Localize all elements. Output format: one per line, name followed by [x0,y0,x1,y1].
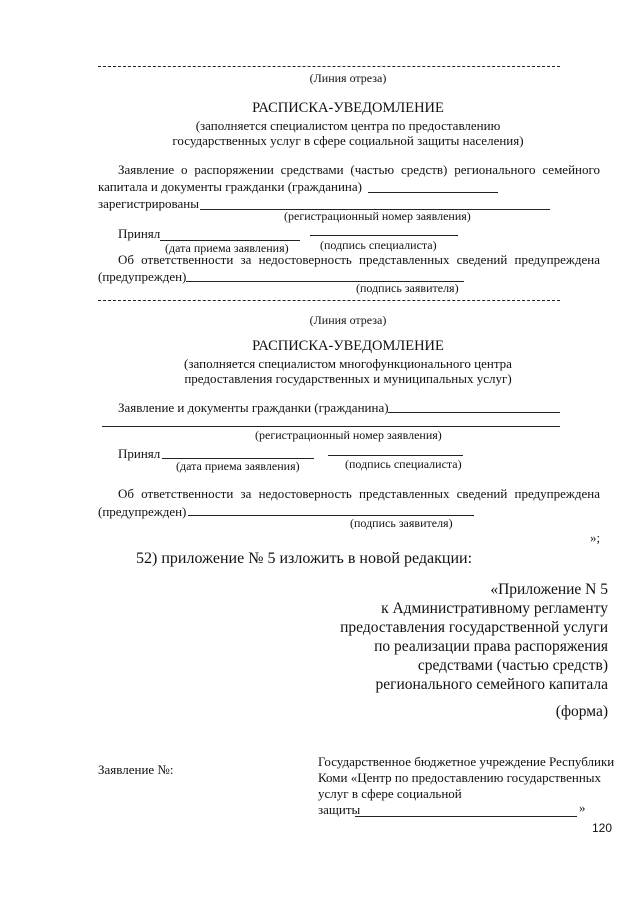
warning-line-2-1: Об ответственности за недостоверность представленных сведений предупреждена [118,486,600,501]
statement-line-2: капитала и документы гражданки (гражданина) [98,179,362,194]
appendix-line-2: к Административному регламенту [381,600,608,617]
cut-line-label: (Линия отреза) [309,71,387,85]
cut-line-top [98,66,560,67]
specialist-sign-caption-1: (подпись специалиста) [320,238,437,252]
form-label: (форма) [555,703,608,720]
addressee-line-4-end: » [579,800,586,815]
appendix-line-4: по реализации права распоряжения [374,638,608,655]
receipt-subtitle-2b: предоставления государственных и муниципальных услуг) [184,371,512,386]
date-caption-1: (дата приема заявления) [165,241,289,255]
specialist-sign-line-2 [328,455,463,456]
receipt-subtitle-2a: (заполняется специалистом многофункционального центра [184,356,512,371]
appendix-line-5: средствами (частью средств) [417,657,608,674]
applicant-sign-caption-2: (подпись заявителя) [350,516,453,530]
warning-line-2: (предупрежден) [98,269,187,284]
specialist-sign-line-1 [310,235,458,236]
applicant-name-line-2 [388,412,560,413]
receipt-title-2: РАСПИСКА-УВЕДОМЛЕНИЕ [252,338,444,354]
appendix-line-6: регионального семейного капитала [375,676,608,693]
receipt-subtitle-1b: государственных услуг в сфере социальной защиты населения) [172,133,524,148]
application-number-label: Заявление №: [98,762,174,777]
warning-line-2-2: (предупрежден) [98,504,187,519]
cut-line-middle [98,300,560,301]
statement-line-1: Заявление о распоряжении средствами (частью средств) регионального семейного [118,162,600,177]
addressee-fill-line [355,816,577,817]
closing-quote: »; [590,530,601,545]
applicant-sign-caption-1: (подпись заявителя) [356,281,459,295]
accepted-label-1: Принял [118,226,161,241]
appendix-line-1: «Приложение N 5 [490,581,608,598]
cut-line-label-2: (Линия отреза) [309,313,387,327]
appendix-line-3: предоставления государственной услуги [340,619,608,636]
accepted-label-2: Принял [118,446,161,461]
addressee-line-1: Государственное бюджетное учреждение Республики [318,754,615,769]
addressee-line-4: защиты [318,802,361,817]
page-number: 120 [592,821,613,835]
statement-line-2-1: Заявление и документы гражданки (гражданина) [118,400,389,415]
addressee-line-3: услуг в сфере социальной [318,786,462,801]
addressee-line-2: Коми «Центр по предоставлению государственных [318,770,602,785]
statement-line-3: зарегистрированы [98,196,199,211]
specialist-sign-caption-2: (подпись специалиста) [345,457,462,471]
receipt-title-1: РАСПИСКА-УВЕДОМЛЕНИЕ [252,100,444,116]
reg-number-caption-1: (регистрационный номер заявления) [284,209,471,223]
receipt-subtitle-1a: (заполняется специалистом центра по предоставлению [195,118,501,133]
reg-number-caption-2: (регистрационный номер заявления) [255,428,442,442]
applicant-name-line-1 [368,192,498,193]
amendment-text: 52) приложение № 5 изложить в новой редакции: [136,550,473,567]
date-caption-2: (дата приема заявления) [176,459,300,473]
reg-number-line-2 [102,426,560,427]
warning-line-1: Об ответственности за недостоверность представленных сведений предупреждена [118,252,600,267]
